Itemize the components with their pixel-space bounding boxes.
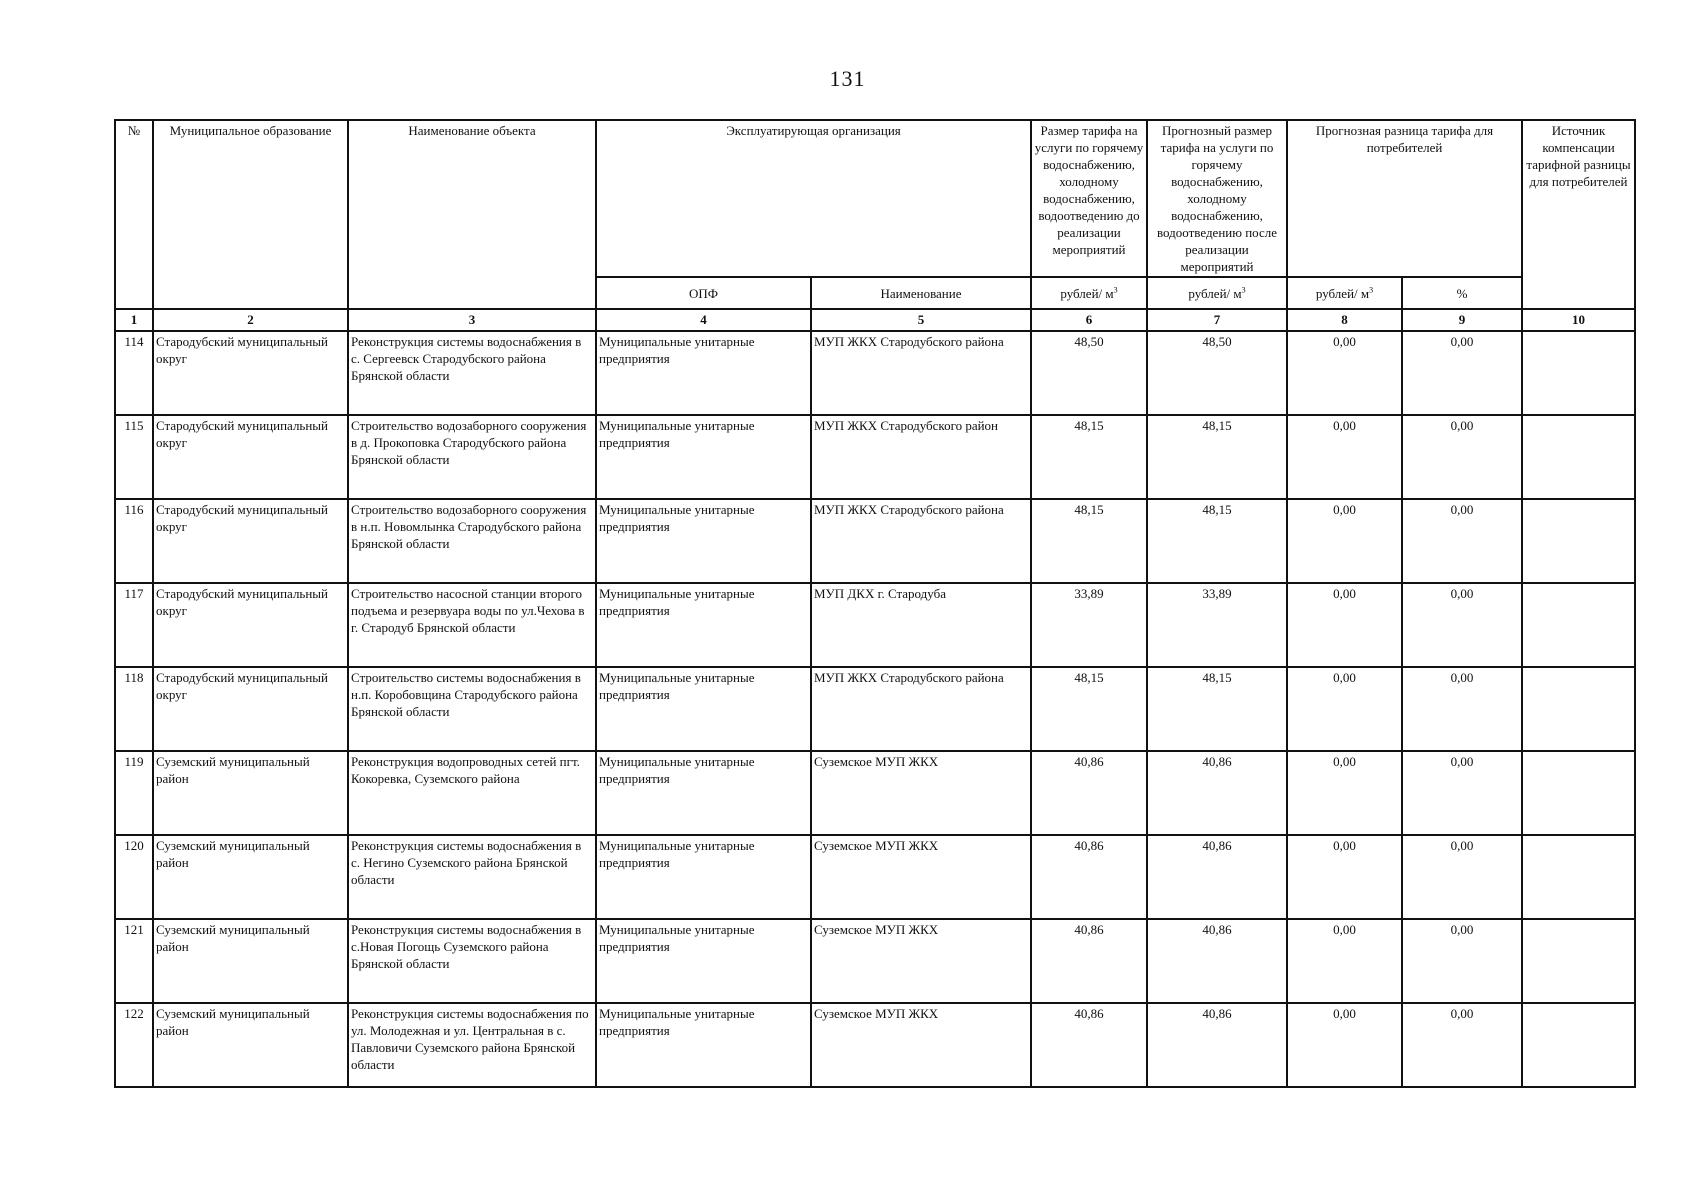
row-number: 118 [115, 667, 153, 751]
row-number: 116 [115, 499, 153, 583]
diff-rub-cell: 0,00 [1287, 1003, 1402, 1087]
diff-pct-cell: 0,00 [1402, 1003, 1522, 1087]
diff-pct-cell: 0,00 [1402, 583, 1522, 667]
column-number: 3 [348, 309, 596, 331]
source-cell [1522, 835, 1635, 919]
column-number-row [115, 309, 1635, 331]
tariff-after-cell: 40,86 [1147, 835, 1287, 919]
row-number: 117 [115, 583, 153, 667]
diff-rub-cell: 0,00 [1287, 919, 1402, 1003]
table-row [115, 499, 1635, 583]
object-cell: Реконструкция системы водоснабжения в с.Новая Погощь Суземского района Брянской области [348, 919, 596, 1003]
tariff-before-cell: 48,15 [1031, 499, 1147, 583]
source-cell [1522, 1003, 1635, 1087]
row-number: 121 [115, 919, 153, 1003]
tariff-before-cell: 40,86 [1031, 751, 1147, 835]
municipality-cell: Стародубский муниципальный округ [153, 331, 348, 415]
opf-cell: Муниципальные унитарные предприятия [596, 1003, 811, 1087]
tariff-before-cell: 40,86 [1031, 835, 1147, 919]
org-name-cell: МУП ЖКХ Стародубского район [811, 415, 1031, 499]
source-cell [1522, 919, 1635, 1003]
diff-pct-cell: 0,00 [1402, 835, 1522, 919]
municipality-cell: Суземский муниципальный район [153, 919, 348, 1003]
object-cell: Реконструкция водопроводных сетей пгт. Кокоревка, Суземского района [348, 751, 596, 835]
org-name-cell: МУП ДКХ г. Стародуба [811, 583, 1031, 667]
header-object: Наименование объекта [348, 120, 596, 309]
diff-pct-cell: 0,00 [1402, 331, 1522, 415]
table-row [115, 667, 1635, 751]
table-row [115, 751, 1635, 835]
row-number: 119 [115, 751, 153, 835]
column-number: 8 [1287, 309, 1402, 331]
org-name-cell: Суземское МУП ЖКХ [811, 835, 1031, 919]
tariff-before-cell: 33,89 [1031, 583, 1147, 667]
table-row [115, 583, 1635, 667]
column-number: 1 [115, 309, 153, 331]
org-name-cell: Суземское МУП ЖКХ [811, 1003, 1031, 1087]
municipality-cell: Суземский муниципальный район [153, 1003, 348, 1087]
column-number: 10 [1522, 309, 1635, 331]
tariff-before-cell: 40,86 [1031, 919, 1147, 1003]
opf-cell: Муниципальные унитарные предприятия [596, 835, 811, 919]
page-number: 131 [829, 66, 866, 91]
source-cell [1522, 331, 1635, 415]
opf-cell: Муниципальные унитарные предприятия [596, 499, 811, 583]
unit-diff-pct: % [1402, 277, 1522, 309]
opf-cell: Муниципальные унитарные предприятия [596, 415, 811, 499]
table-row [115, 1003, 1635, 1087]
municipality-cell: Суземский муниципальный район [153, 751, 348, 835]
header-no: № [115, 120, 153, 309]
object-cell: Строительство водозаборного сооружения в н.п. Новомлынка Стародубского района Брянской области [348, 499, 596, 583]
row-number: 122 [115, 1003, 153, 1087]
object-cell: Реконструкция системы водоснабжения в с. Негино Суземского района Брянской области [348, 835, 596, 919]
opf-cell: Муниципальные унитарные предприятия [596, 583, 811, 667]
tariff-after-cell: 48,15 [1147, 415, 1287, 499]
object-cell: Строительство водозаборного сооружения в д. Прокоповка Стародубского района Брянской области [348, 415, 596, 499]
tariff-before-cell: 48,15 [1031, 415, 1147, 499]
table-body [115, 331, 1635, 1087]
source-cell [1522, 583, 1635, 667]
opf-cell: Муниципальные унитарные предприятия [596, 751, 811, 835]
tariff-before-cell: 48,15 [1031, 667, 1147, 751]
unit-tariff-before: рублей/ $м^3$ [1031, 277, 1147, 309]
header-row-top [115, 120, 1635, 277]
column-number: 4 [596, 309, 811, 331]
row-number: 114 [115, 331, 153, 415]
org-name-cell: Суземское МУП ЖКХ [811, 919, 1031, 1003]
tariff-after-cell: 33,89 [1147, 583, 1287, 667]
tariff-after-cell: 48,15 [1147, 667, 1287, 751]
unit-diff-rub: рублей/ $м^3$ [1287, 277, 1402, 309]
table-row [115, 835, 1635, 919]
header-tariff-before: Размер тарифа на услуги по горячему водоснабжению, холодному водоснабжению, водоотведению до реализации мероприятий [1031, 120, 1147, 277]
diff-pct-cell: 0,00 [1402, 667, 1522, 751]
tariff-after-cell: 48,50 [1147, 331, 1287, 415]
diff-rub-cell: 0,00 [1287, 415, 1402, 499]
diff-pct-cell: 0,00 [1402, 499, 1522, 583]
opf-cell: Муниципальные унитарные предприятия [596, 919, 811, 1003]
header-source: Источник компенсации тарифной разницы для потребителей [1522, 120, 1635, 309]
column-number: 5 [811, 309, 1031, 331]
diff-pct-cell: 0,00 [1402, 751, 1522, 835]
diff-rub-cell: 0,00 [1287, 835, 1402, 919]
source-cell [1522, 667, 1635, 751]
tariff-after-cell: 40,86 [1147, 1003, 1287, 1087]
column-number: 7 [1147, 309, 1287, 331]
municipality-cell: Стародубский муниципальный округ [153, 415, 348, 499]
diff-pct-cell: 0,00 [1402, 415, 1522, 499]
municipality-cell: Стародубский муниципальный округ [153, 667, 348, 751]
header-org-name: Наименование [811, 277, 1031, 309]
source-cell [1522, 499, 1635, 583]
org-name-cell: МУП ЖКХ Стародубского района [811, 499, 1031, 583]
municipality-cell: Суземский муниципальный район [153, 835, 348, 919]
org-name-cell: МУП ЖКХ Стародубского района [811, 667, 1031, 751]
header-tariff-after: Прогнозный размер тарифа на услуги по горячему водоснабжению, холодному водоснабжению, водоотведению после реализации мероприятий [1147, 120, 1287, 277]
row-number: 120 [115, 835, 153, 919]
tariff-before-cell: 48,50 [1031, 331, 1147, 415]
object-cell: Строительство насосной станции второго подъема и резервуара воды по ул.Чехова в г. Стародуб Брянской области [348, 583, 596, 667]
table-row [115, 331, 1635, 415]
column-number: 6 [1031, 309, 1147, 331]
source-cell [1522, 751, 1635, 835]
municipality-cell: Стародубский муниципальный округ [153, 499, 348, 583]
opf-cell: Муниципальные унитарные предприятия [596, 331, 811, 415]
tariff-after-cell: 40,86 [1147, 919, 1287, 1003]
object-cell: Реконструкция системы водоснабжения в с. Сергеевск Стародубского района Брянской области [348, 331, 596, 415]
header-municipality: Муниципальное образование [153, 120, 348, 309]
org-name-cell: Суземское МУП ЖКХ [811, 751, 1031, 835]
diff-rub-cell: 0,00 [1287, 751, 1402, 835]
column-number: 2 [153, 309, 348, 331]
table-row [115, 415, 1635, 499]
tariff-after-cell: 48,15 [1147, 499, 1287, 583]
municipality-cell: Стародубский муниципальный округ [153, 583, 348, 667]
tariff-table [114, 119, 1636, 1088]
header-org-opf: ОПФ [596, 277, 811, 309]
diff-pct-cell: 0,00 [1402, 919, 1522, 1003]
tariff-after-cell: 40,86 [1147, 751, 1287, 835]
tariff-before-cell: 40,86 [1031, 1003, 1147, 1087]
object-cell: Строительство системы водоснабжения в н.п. Коробовщина Стародубского района Брянской области [348, 667, 596, 751]
column-number: 9 [1402, 309, 1522, 331]
diff-rub-cell: 0,00 [1287, 667, 1402, 751]
row-number: 115 [115, 415, 153, 499]
unit-tariff-after: рублей/ $м^3$ [1147, 277, 1287, 309]
org-name-cell: МУП ЖКХ Стародубского района [811, 331, 1031, 415]
table-row [115, 919, 1635, 1003]
source-cell [1522, 415, 1635, 499]
header-org: Эксплуатирующая организация [596, 120, 1031, 277]
header-difference: Прогнозная разница тарифа для потребителей [1287, 120, 1522, 277]
diff-rub-cell: 0,00 [1287, 499, 1402, 583]
diff-rub-cell: 0,00 [1287, 331, 1402, 415]
object-cell: Реконструкция системы водоснабжения по ул. Молодежная и ул. Центральная в с. Павловичи Суземского района Брянской области [348, 1003, 596, 1087]
opf-cell: Муниципальные унитарные предприятия [596, 667, 811, 751]
diff-rub-cell: 0,00 [1287, 583, 1402, 667]
